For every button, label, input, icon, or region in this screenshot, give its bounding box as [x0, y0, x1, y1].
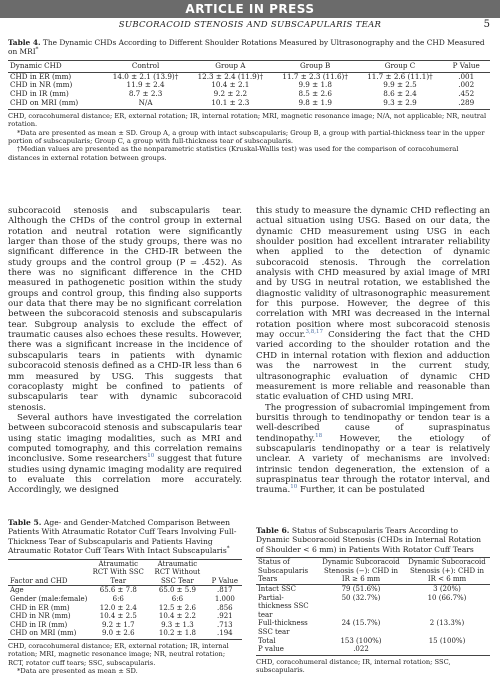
table-row: CHD in IR (mm) 9.2 ± 1.7 9.3 ± 1.3 .713 [10, 620, 233, 629]
table-5-note: *Data are presented as mean ± SD. [17, 667, 138, 676]
table-row: CHD in ER (mm) 12.0 ± 2.4 12.5 ± 2.6 .856 [10, 603, 233, 612]
table-row: CHD on MRI (mm) N/A 10.1 ± 2.3 9.8 ± 1.9 9.3 ± 2.9 .289 [10, 98, 475, 107]
reference-link[interactable]: 10 [147, 453, 155, 460]
table-4-header: Group B [300, 60, 331, 70]
table-row: P value .022 [258, 645, 369, 654]
table-4-note: CHD, coracohumeral distance; ER, external rotation; IR, internal rotation; MRI, magnetic resonance image; N/A, not applicable; NR, neutral rotation. [8, 111, 487, 129]
table-5-caption: Table 5. Age- and Gender-Matched Comparison Between Patients With Atraumatic Rotator Cuff Tears Involving Full-Thickness Tear of Subscapularis and Patients Having Atraumatic Rotator Cuff Tears With Intact Subscapularis* [8, 518, 237, 556]
table-4-caption: Table 4. The Dynamic CHDs According to Different Shoulder Rotations Measured by Ultrasonography and the CHD Measured on MRI* [8, 38, 485, 57]
table-row: CHD in IR (mm) 8.7 ± 2.3 9.2 ± 2.2 8.5 ± 2.6 8.6 ± 2.4 .452 [10, 89, 475, 99]
table-4-header: P Value [452, 60, 480, 70]
table-row: CHD in NR (mm) 11.9 ± 2.4 10.4 ± 2.1 9.9 ± 1.8 9.9 ± 2.5 .002 [10, 80, 475, 90]
table-6-header: Dynamic Subcoracoid Stenosis (+): CHD in IR < 6 mm [408, 558, 486, 584]
table-4-grid [8, 61, 490, 108]
table-row: Gender (male:female) 6:6 6:6 1.000 [10, 595, 235, 603]
table-4-note: *Data are presented as mean ± SD. Group A, a group with intact subscapularis; Group B, a group with partial-thickness tear in the upper portion of subscapularis; Group C, a group with full-thickness tear of subscapularis. [8, 128, 485, 146]
table-5-header: Atraumatic RCT Without SSC Tear [154, 559, 201, 585]
reference-link[interactable]: 18 [315, 432, 323, 439]
running-head-title: SUBCORACOID STENOSIS AND SUBSCAPULARIS TEAR [118, 20, 382, 30]
table-row: Total 153 (100%) 15 (100%) [258, 636, 466, 645]
reference-link[interactable]: 10 [290, 484, 298, 491]
body-paragraph: The progression of subacromial impingement from bursitis through to tendinopathy or tendon tear is a well-described cause of supraspinatus tendinopathy.$^{18}$ However, the etiology of subscapularis tendinopathy or a tear is relatively unclear. A variety of mechanisms are involved: intrinsic tendon degeneration, the extension of a supraspinatus tear through the rotator interval, and trauma.$^{10}$ Further, it can be postulated [256, 402, 490, 496]
table-5-header: P Value [211, 576, 239, 585]
table-6-grid [256, 558, 490, 654]
table-5-header: Atraumatic RCT With SSC Tear [92, 559, 144, 585]
table-5-grid [8, 560, 242, 638]
body-paragraph: subcoracoid stenosis and subscapularis tear. Although the CHDs of the control group in external rotation and neutral rotation were significantly larger than those of the study groups, there was no significant difference in the CHD-IR between the study groups and the control group (P = .452). As there was no significant difference in the CHD measured in pathogenetic position within the study groups and control group, this finding also supports our data that there may be no significant correlation between the subcoracoid stenosis and subscapularis tear. Subgroup analysis to exclude the effect of traumatic causes also echoes these results. However, there was a significant increase in the incidence of subscapularis tears in patients with dynamic subcoracoid stenosis defined as a CHD-IR less than 6 mm measured by USG. This suggests that coracoplasty might be confined to patients of subscapularis tear with dynamic subcoracoid stenosis. [8, 206, 242, 413]
table-5-header: Factor and CHD [10, 576, 68, 585]
table-row: Partial-thickness SSC tear 50 (32.7%) 10 (66.7%) [258, 593, 467, 619]
table-row: Full-thickness SSC tear 24 (15.7%) 2 (13.3%) [258, 619, 465, 636]
table-row: CHD on MRI (mm) 9.0 ± 2.6 10.2 ± 1.8 .194 [10, 629, 233, 638]
table-4 [8, 38, 490, 162]
table-6 [256, 526, 490, 675]
table-row: CHD in ER (mm) 14.0 ± 2.1 (13.9)† 12.3 ± 2.4 (11.9)† 11.7 ± 2.3 (11.6)† 11.7 ± 2.6 (11.1)† .001 [10, 71, 475, 81]
table-row: Intact SSC 79 (51.6%) 3 (20%) [258, 585, 461, 593]
body-paragraph: Several authors have investigated the correlation between subcoracoid stenosis and subscapularis tear using static imaging modalities, such as MRI and computed tomography, and this correlation remains inconclusive. Some researchers$^{10}$ suggest that future studies using dynamic imaging modality are required to evaluate this correlation more accurately. Accordingly, we designed [8, 412, 242, 496]
table-4-note: †Median values are presented as the nonparametric statistics (Kruskal-Wallis test) was used for the comparison of coracohumeral distances in external rotation between groups. [8, 145, 459, 162]
table-5 [8, 518, 242, 676]
table-4-header: Group A [215, 60, 246, 70]
page-number: 5 [483, 19, 490, 30]
table-row: CHD in NR (mm) 10.4 ± 2.5 10.4 ± 2.2 .921 [10, 612, 233, 621]
table-5-note: CHD, coracohumeral distance; ER, external rotation; IR, internal rotation; MRI, magnetic resonance image; NR, neutral rotation; RCT, rotator cuff tears; SSC, subscapularis. [8, 641, 229, 667]
running-header [0, 20, 500, 32]
left-column-text [8, 206, 242, 496]
table-4-header: Group C [384, 60, 416, 70]
right-column-text [256, 206, 490, 496]
table-6-caption: Table 6. Status of Subscapularis Tears According to Dynamic Subcoracoid Stenosis (CHDs in Internal Rotation of Shoulder < 6 mm) in Patients With Rotator Cuff Tears [256, 526, 482, 554]
table-4-header: Dynamic CHD [10, 60, 62, 70]
body-paragraph: this study to measure the dynamic CHD reflecting an actual situation using USG. Based on our data, the dynamic CHD measurement using USG in each shoulder position had excellent intrarater reliability when applied to the detection of dynamic subcoracoid stenosis. Through the correlation analysis with CHD measured by axial image of MRI and by USG in neutral rotation, we established the diagnostic validity of ultrasonographic measurement for this purpose. However, the degree of this correlation with MRI was decreased in the internal rotation position where most subcoracoid stenosis may occur.$^{3,8,17}$ Considering the fact that the CHD varied according to the shoulder rotation and the CHD in internal rotation with flexion and adduction was the narrowest in the current study, ultrasonographic evaluation of dynamic CHD measurement is more reliable and reasonable than static evaluation of CHD using MRI. [256, 206, 490, 403]
table-6-header: Status of Subscapularis Tears [258, 558, 309, 584]
table-4-header: Control [131, 60, 160, 70]
article-in-press-banner: ARTICLE IN PRESS [0, 0, 500, 18]
reference-link[interactable]: 3,8,17 [305, 329, 323, 336]
table-6-note: CHD, coracohumeral distance; IR, internal rotation; SSC, subscapularis. [256, 657, 451, 675]
table-6-header: Dynamic Subcoracoid Stenosis (−): CHD in IR ≥ 6 mm [322, 558, 400, 584]
table-row: Age 65.6 ± 7.8 65.0 ± 5.9 .817 [10, 586, 233, 595]
